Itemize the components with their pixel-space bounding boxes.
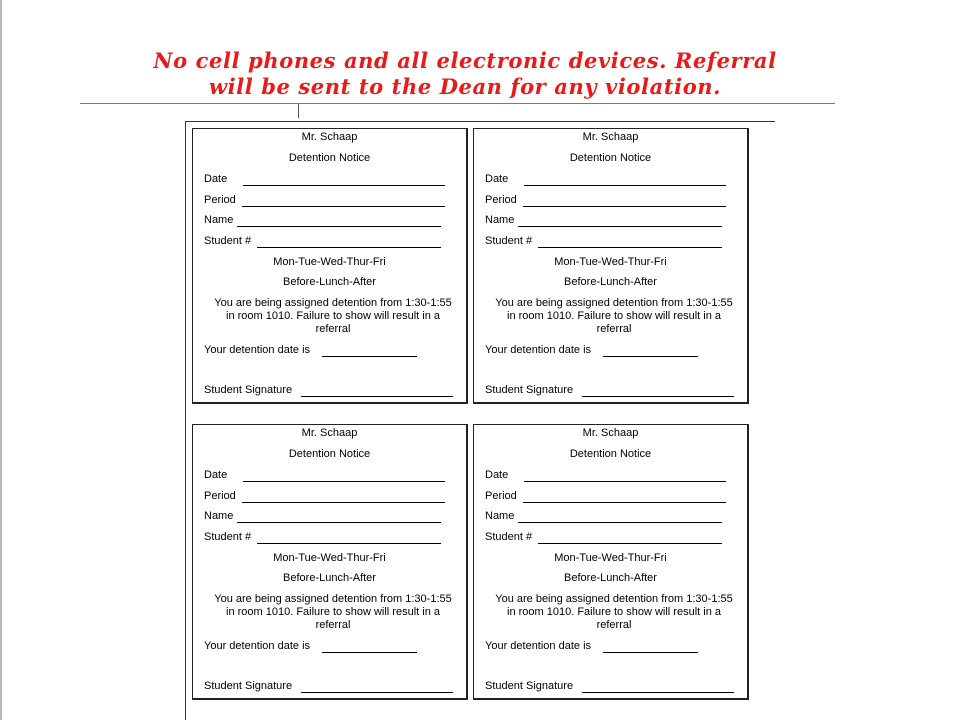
name-line: [237, 226, 441, 227]
date-label: Date: [204, 469, 228, 481]
days-options: Mon-Tue-Wed-Thur-Fri: [554, 552, 667, 564]
period-label: Period: [485, 194, 517, 206]
detention-card: [192, 424, 468, 700]
days-options: Mon-Tue-Wed-Thur-Fri: [554, 256, 667, 268]
period-label: Period: [485, 490, 517, 502]
assignment-line3: referral: [596, 323, 632, 335]
assignment-line2: in room 1010. Failure to show will result in a: [226, 310, 440, 322]
name-label: Name: [485, 214, 515, 226]
rules-banner: [40, 48, 890, 100]
date-line: [524, 185, 726, 186]
assignment-line1: You are being assigned detention from 1:30-1:55: [214, 593, 452, 605]
assignment-line1: You are being assigned detention from 1:30-1:55: [495, 593, 733, 605]
sheet-border-left: [185, 121, 186, 720]
assignment-line1: You are being assigned detention from 1:30-1:55: [495, 297, 733, 309]
time-options: Before-Lunch-After: [283, 276, 376, 288]
assignment-line2: in room 1010. Failure to show will result in a: [226, 606, 440, 618]
detention-card: [473, 424, 749, 700]
signature-label: Student Signature: [204, 384, 293, 396]
card-title: Detention Notice: [288, 152, 371, 164]
card-title: Detention Notice: [288, 448, 371, 460]
signature-line: [582, 396, 734, 397]
assignment-text: [485, 593, 743, 632]
teacher-name: Mr. Schaap: [301, 131, 358, 143]
rules-banner-line1: No cell phones and all electronic devices. Referral: [153, 48, 777, 73]
date-label: Date: [204, 173, 228, 185]
name-label: Name: [485, 510, 515, 522]
assignment-text: [204, 593, 462, 632]
page-left-edge: [0, 0, 2, 720]
detention-date-line: [603, 356, 698, 357]
period-line: [523, 206, 726, 207]
time-options: Before-Lunch-After: [564, 572, 657, 584]
detention-date-line: [603, 652, 698, 653]
detention-card: [192, 128, 468, 404]
period-label: Period: [204, 194, 236, 206]
period-line: [523, 502, 726, 503]
student-number-line: [538, 543, 722, 544]
divider-tick: [298, 104, 299, 118]
student-number-label: Student #: [204, 235, 252, 247]
sheet-border-top: [185, 121, 775, 122]
signature-line: [301, 692, 453, 693]
days-options: Mon-Tue-Wed-Thur-Fri: [273, 256, 386, 268]
date-label: Date: [485, 173, 509, 185]
student-number-line: [538, 247, 722, 248]
teacher-name: Mr. Schaap: [582, 427, 639, 439]
detention-card: [473, 128, 749, 404]
time-options: Before-Lunch-After: [283, 572, 376, 584]
student-number-label: Student #: [485, 235, 533, 247]
name-label: Name: [204, 214, 234, 226]
date-label: Date: [485, 469, 509, 481]
teacher-name: Mr. Schaap: [301, 427, 358, 439]
signature-line: [582, 692, 734, 693]
name-line: [518, 226, 722, 227]
period-line: [242, 206, 445, 207]
student-number-line: [257, 543, 441, 544]
name-line: [518, 522, 722, 523]
card-title: Detention Notice: [569, 152, 652, 164]
assignment-text: [485, 297, 743, 336]
period-line: [242, 502, 445, 503]
signature-label: Student Signature: [485, 680, 574, 692]
assignment-line2: in room 1010. Failure to show will result in a: [507, 606, 721, 618]
detention-date-label: Your detention date is: [485, 640, 592, 652]
date-line: [524, 481, 726, 482]
assignment-text: [204, 297, 462, 336]
date-line: [243, 481, 445, 482]
name-label: Name: [204, 510, 234, 522]
assignment-line1: You are being assigned detention from 1:30-1:55: [214, 297, 452, 309]
period-label: Period: [204, 490, 236, 502]
detention-date-line: [322, 356, 417, 357]
assignment-line3: referral: [315, 323, 351, 335]
signature-label: Student Signature: [204, 680, 293, 692]
assignment-line3: referral: [596, 619, 632, 631]
banner-divider: [80, 103, 835, 104]
student-number-label: Student #: [485, 531, 533, 543]
teacher-name: Mr. Schaap: [582, 131, 639, 143]
detention-date-label: Your detention date is: [204, 344, 311, 356]
student-number-label: Student #: [204, 531, 252, 543]
signature-line: [301, 396, 453, 397]
detention-date-line: [322, 652, 417, 653]
rules-banner-line2: will be sent to the Dean for any violation.: [208, 74, 722, 99]
detention-date-label: Your detention date is: [204, 640, 311, 652]
card-title: Detention Notice: [569, 448, 652, 460]
assignment-line3: referral: [315, 619, 351, 631]
date-line: [243, 185, 445, 186]
student-number-line: [257, 247, 441, 248]
assignment-line2: in room 1010. Failure to show will result in a: [507, 310, 721, 322]
time-options: Before-Lunch-After: [564, 276, 657, 288]
days-options: Mon-Tue-Wed-Thur-Fri: [273, 552, 386, 564]
detention-date-label: Your detention date is: [485, 344, 592, 356]
name-line: [237, 522, 441, 523]
signature-label: Student Signature: [485, 384, 574, 396]
